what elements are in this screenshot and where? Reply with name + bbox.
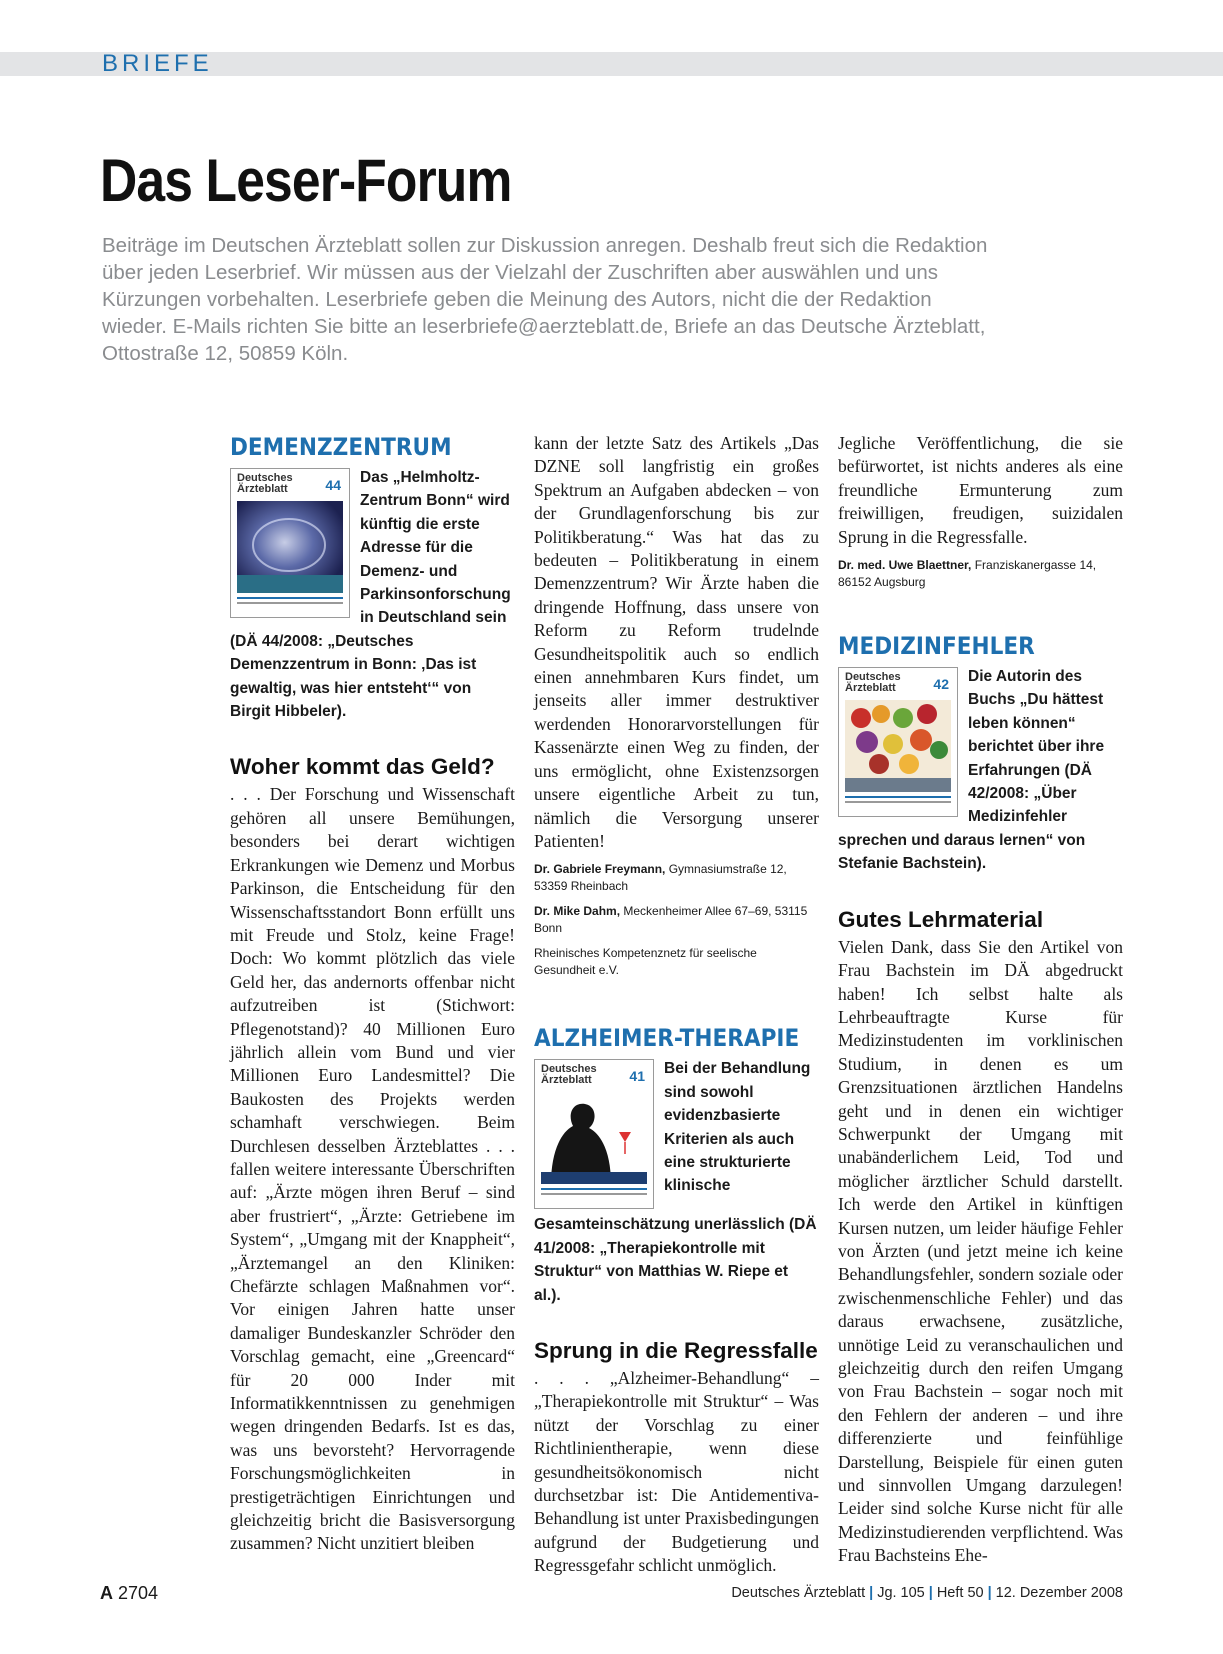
- cover-image: [845, 700, 951, 792]
- magazine-cover-thumbnail: [838, 667, 958, 817]
- cover-image: [237, 501, 343, 593]
- page-prefix: A: [100, 1583, 113, 1603]
- column-1: [230, 432, 515, 1556]
- letter-subhead: Gutes Lehrmaterial: [838, 906, 1044, 932]
- cover-image: [541, 1092, 647, 1184]
- signature-name: Dr. med. Uwe Blaettner,: [838, 558, 972, 573]
- footer-issue: Heft 50: [936, 1585, 984, 1601]
- cover-masthead: Deutsches Ärzteblatt: [845, 671, 901, 695]
- cover-masthead: Deutsches Ärzteblatt: [541, 1063, 597, 1087]
- signature-address: Gymnasiumstraße 12, 53359 Rheinbach: [534, 862, 787, 894]
- letter-body-continued: kann der letzte Satz des Artikels „Das DZNE soll langfristig ein großes Spektrum an Aufgaben abdecken – von der Grundlagenforschung bis zur Politikberatung.“ Was hat das zu bedeuten – Politikberatung in einem Demenzzentrum? Wir Ärzte haben die dringende Hoffnung, dass unsere von Reform zu Reform trudelnde Gesundheitspolitik auch so endlich einen annehmbaren Kurs findet, um jenseits aller immer destruktiver werdenden Honorarvorstellungen für Kassenärzte einen Weg zu finden, der uns ermöglicht, ohne Existenzsorgen unsere eigentliche Arbeit zu tun, nämlich die Versorgung unserer Patienten!: [534, 433, 819, 851]
- category-heading: MEDIZINFEHLER: [838, 632, 1035, 661]
- magazine-cover-thumbnail: [534, 1059, 654, 1209]
- signature-name: Dr. Mike Dahm,: [534, 904, 621, 919]
- signature-name: Dr. Gabriele Freymann,: [534, 862, 666, 877]
- cover-masthead: Deutsches Ärzteblatt: [237, 472, 293, 495]
- letter-body-continued: Jegliche Veröffentlichung, die sie befürwortet, ist nichts anderes als eine freundliche Ermunterung zum freiwilligen, freudigen, suizidalen Sprung in die Regressfalle.: [838, 433, 1123, 547]
- footer-volume: Jg. 105: [877, 1585, 925, 1601]
- letter-signature: [534, 903, 819, 937]
- column-3: [838, 432, 1123, 1568]
- page-number: [100, 1583, 158, 1604]
- cover-issue-number: 41: [629, 1068, 645, 1085]
- cover-footer: [845, 796, 951, 810]
- signature-organization: Rheinisches Kompetenznetz für seelische Gesundheit e.V.: [534, 946, 757, 978]
- magazine-cover-thumbnail: [230, 468, 350, 618]
- signature-address: Franziskanergasse 14, 86152 Augsburg: [838, 558, 1097, 590]
- footer-journal: Deutsches Ärzteblatt: [731, 1585, 866, 1601]
- page-number-value: 2704: [118, 1583, 159, 1603]
- letter-lead: Bei der Behandlung sind sowohl evidenzbasierte Kriterien als auch eine strukturierte klinische Gesamteinschätzung unerlässlich (DÄ 41/2008: „Therapiekontrolle mit Struktur“ von Matthias W. Riepe et al.).: [534, 1060, 817, 1304]
- cover-issue-number: 42: [933, 676, 949, 693]
- cover-footer: [541, 1188, 647, 1202]
- column-2: [534, 432, 819, 1578]
- signature-address: Meckenheimer Allee 67–69, 53115 Bonn: [534, 904, 808, 936]
- section-label: BRIEFE: [102, 50, 213, 77]
- letter-signature: [534, 861, 819, 895]
- page-title: Das Leser-Forum: [100, 147, 512, 214]
- letter-body: Vielen Dank, dass Sie den Artikel von Frau Bachstein im DÄ abgedruckt haben! Ich selbst halte als Lehrbeauftragte Kurse für Medizinstudenten im vorklinischen Studium, in denen es um Grenzsituationen ärztlichen Handelns geht und in denen ein wichtiger Schwerpunkt der Umgang mit unabänderlichem Leid, Tod und möglicher ärztlicher Schuld darstellt. Ich werde den Artikel in künftigen Kursen nutzen, um leider häufige Fehler von Ärzten (und jetzt meine ich keine Behandlungsfehler, sondern soziale oder zwischenmenschliche Fehler) und das daraus erwachsene, zusätzliche, unnötige Leid zu veranschaulichen und gleichzeitig durch den reifen Umgang von Frau Bachstein – sogar noch mit den Fehlern der anderen – und ihre differenzierte und feinfühlige Darstellung, Beispiele für einen guten und sinnvollen Umgang darzulegen! Leider sind solche Kurse nicht für alle Medizinstudierenden verpflichtend. Was Frau Bachsteins Ehe-: [838, 936, 1123, 1566]
- letter-lead: Die Autorin des Buchs „Du hättest leben können“ berichtet über ihre Erfahrungen (DÄ 42/2008: „Über Medizinfehler sprechen und daraus lernen“ von Stefanie Bachstein).: [838, 668, 1105, 873]
- category-heading: ALZHEIMER-THERAPIE: [534, 1024, 800, 1053]
- letter-body: . . . „Alzheimer-Behandlung“ – „Therapiekontrolle mit Struktur“ – Was nützt der Vorschlag zu einer Richtlinientherapie, wenn diese gesundheitsökonomisch nicht durchsetzbar ist: Die Antidementiva-Behandlung ist unter Praxisbedingungen aufgrund der Budgetierung und Regressgefahr schlicht unmöglich.: [534, 1367, 819, 1576]
- page-footer: Deutsches Ärzteblatt | Jg. 105 | Heft 50 | 12. Dezember 2008: [731, 1585, 1123, 1601]
- cover-footer: [237, 597, 343, 611]
- letter-subhead: Woher kommt das Geld?: [230, 754, 495, 780]
- intro-text: Beiträge im Deutschen Ärzteblatt sollen zur Diskussion anregen. Deshalb freut sich die Redaktion über jeden Leserbrief. Wir müssen aus der Vielzahl der Zuschriften aber auswählen und uns Kürzungen vorbehalten. Leserbriefe geben die Meinung des Autors, nicht die der Redaktion wieder. E-Mails richten Sie bitte an leserbriefe@aerzteblatt.de, Briefe an das Deutsche Ärzteblatt, Ottostraße 12, 50859 Köln.: [102, 234, 988, 365]
- letter-signature: [838, 557, 1123, 591]
- cover-issue-number: 44: [325, 477, 341, 493]
- letter-lead: Das „Helmholtz-Zentrum Bonn“ wird künftig die erste Adresse für die Demenz- und Parkinsonforschung in Deutschland sein (DÄ 44/2008: „Deutsches Demenzzentrum in Bonn: ‚Das ist gewaltig, was hier entsteht‘“ von Birgit Hibbeler).: [230, 469, 511, 721]
- footer-date: 12. Dezember 2008: [995, 1585, 1123, 1601]
- letter-subhead: Sprung in die Regressfalle: [534, 1337, 818, 1363]
- letter-body: . . . Der Forschung und Wissenschaft gehören all unsere Bemühungen, besonders bei derart wichtigen Erkrankungen wie Demenz und Morbus Parkinson, die Entscheidung für den Wissenschaftsstandort Bonn erfüllt uns mit Freude und Stolz, keine Frage! Doch: Wo kommt plötzlich das viele Geld her, das andernorts offenbar nicht aufzutreiben ist (Stichwort: Pflegenotstand)? 40 Millionen Euro jährlich allein vom Bund und vier Millionen Euro Landesmittel? Die Baukosten des Projekts werden schamhaft verschwiegen. Beim Durchlesen desselben Ärzteblattes . . . fallen weitere interessante Überschriften auf: „Ärzte mögen ihren Beruf – sind aber frustriert“, „Ärzte: Getriebene im System“, „Umgang mit der Knappheit“, „Ärztemangel an den Kliniken: Chefärzte schlagen Maßnahmen vor“. Vor einigen Jahren hatte unser damaliger Bundeskanzler Schröder den Vorschlag gemacht, eine „Greencard“ für 20 000 Inder mit Informatikkenntnissen zu genehmigen wegen dringenden Bedarfs. Ist es das, was uns bevorsteht? Hervorragende Forschungsmöglichkeiten in prestigeträchtigen Einrichtungen und gleichzeitig bricht die Basisversorgung zusammen? Nicht unzitiert bleiben: [230, 784, 515, 1554]
- category-heading: DEMENZZENTRUM: [230, 433, 452, 461]
